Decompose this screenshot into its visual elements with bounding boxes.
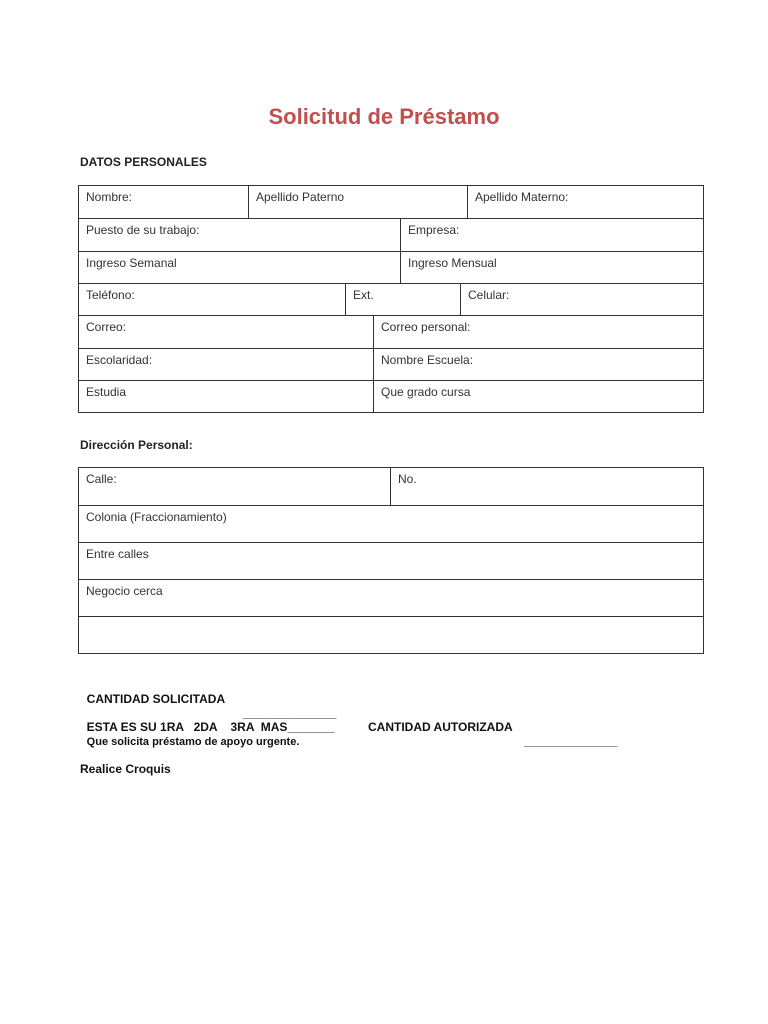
paternal-surname-field[interactable]: Apellido Paterno xyxy=(249,186,468,218)
street-number-field[interactable]: No. xyxy=(398,472,417,486)
street-field[interactable]: Calle: xyxy=(79,468,391,505)
table-row xyxy=(79,349,703,381)
requested-amount-blank[interactable]: ______________ xyxy=(243,706,337,720)
table-row xyxy=(79,617,703,653)
frequency-line xyxy=(80,706,337,748)
name-field[interactable]: Nombre: xyxy=(79,186,249,218)
neighborhood-field[interactable]: Colonia (Fraccionamiento) xyxy=(86,510,227,524)
requested-amount-label: CANTIDAD SOLICITADA xyxy=(86,692,226,706)
authorized-amount-blank[interactable]: ______________ xyxy=(524,734,618,748)
job-position-field[interactable]: Puesto de su trabajo: xyxy=(79,219,401,251)
weekly-income-field[interactable]: Ingreso Semanal xyxy=(79,252,401,283)
frequency-options[interactable]: ESTA ES SU 1RA 2DA 3RA MAS_______ xyxy=(86,720,335,734)
nearby-business-field[interactable]: Negocio cerca xyxy=(86,584,163,598)
company-field[interactable]: Empresa: xyxy=(408,223,460,237)
table-row xyxy=(79,219,703,252)
table-row xyxy=(79,284,703,316)
address-table xyxy=(78,467,704,654)
education-level-field[interactable]: Escolaridad: xyxy=(79,349,374,380)
sketch-label: Realice Croquis xyxy=(80,762,171,776)
personal-data-table xyxy=(78,185,704,413)
table-row xyxy=(79,468,703,506)
table-row xyxy=(79,543,703,580)
studying-field[interactable]: Estudia xyxy=(79,381,374,412)
grade-field[interactable]: Que grado cursa xyxy=(381,385,471,399)
extra-address-field[interactable] xyxy=(79,617,703,653)
table-row xyxy=(79,381,703,412)
table-row xyxy=(79,316,703,349)
personal-email-field[interactable]: Correo personal: xyxy=(381,320,471,334)
address-heading: Dirección Personal: xyxy=(80,438,193,452)
table-row xyxy=(79,252,703,284)
table-row xyxy=(79,506,703,543)
personal-data-heading: DATOS PERSONALES xyxy=(80,155,207,169)
authorized-amount-label: CANTIDAD AUTORIZADA xyxy=(368,720,513,734)
table-row xyxy=(79,186,703,219)
page-title: Solicitud de Préstamo xyxy=(268,104,500,129)
extension-field[interactable]: Ext. xyxy=(346,284,461,315)
frequency-suffix: Que solicita préstamo de apoyo urgente. xyxy=(86,736,300,748)
monthly-income-field[interactable]: Ingreso Mensual xyxy=(408,256,497,270)
between-streets-field[interactable]: Entre calles xyxy=(86,547,149,561)
phone-field[interactable]: Teléfono: xyxy=(79,284,346,315)
cellphone-field[interactable]: Celular: xyxy=(468,288,510,302)
maternal-surname-field[interactable]: Apellido Materno: xyxy=(475,190,569,204)
table-row xyxy=(79,580,703,617)
school-name-field[interactable]: Nombre Escuela: xyxy=(381,353,474,367)
email-field[interactable]: Correo: xyxy=(79,316,374,348)
